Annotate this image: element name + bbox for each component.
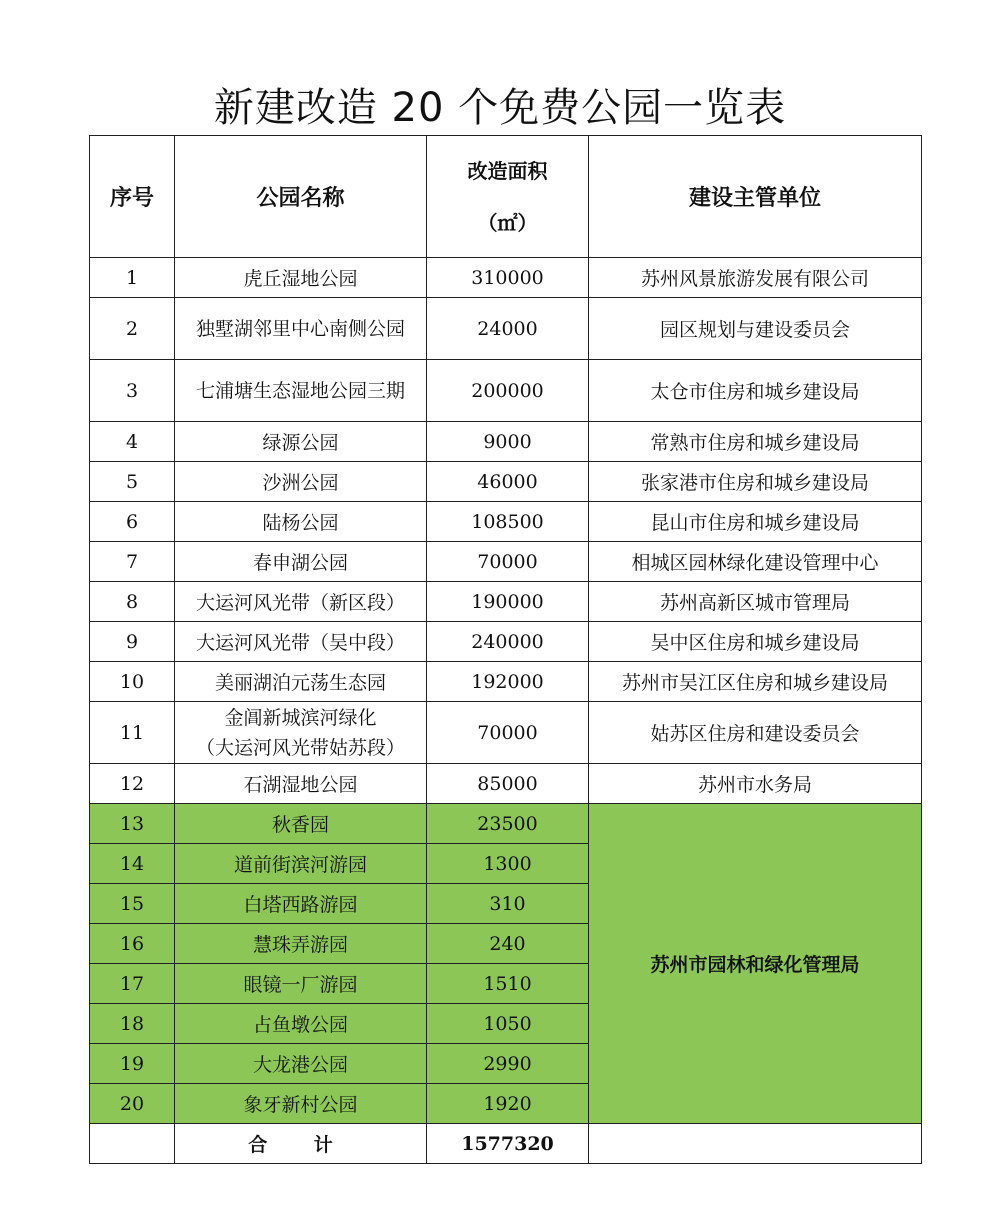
- row-name: 美丽湖泊元荡生态园: [175, 662, 427, 702]
- row-area: 190000: [427, 582, 589, 622]
- row-name: 道前街滨河游园: [175, 844, 427, 884]
- row-index: 7: [90, 542, 175, 582]
- row-name: [175, 702, 427, 764]
- header-unit: 建设主管单位: [589, 136, 922, 258]
- row-index: 6: [90, 502, 175, 542]
- header-area-unit: （㎡）: [477, 210, 538, 235]
- row-name: 慧珠弄游园: [175, 924, 427, 964]
- total-unit: [589, 1124, 922, 1164]
- row-unit: 昆山市住房和城乡建设局: [589, 502, 922, 542]
- row-area: 1300: [427, 844, 589, 884]
- row-name: 大运河风光带（吴中段）: [175, 622, 427, 662]
- row-area: 310: [427, 884, 589, 924]
- row-area: 2990: [427, 1044, 589, 1084]
- row-index: 4: [90, 422, 175, 462]
- table-row: [90, 422, 922, 462]
- row-index: 9: [90, 622, 175, 662]
- row-index: 1: [90, 258, 175, 298]
- row-unit: 姑苏区住房和建设委员会: [589, 702, 922, 764]
- row-index: 19: [90, 1044, 175, 1084]
- row-area: 1920: [427, 1084, 589, 1124]
- row-area: 46000: [427, 462, 589, 502]
- row-area: 240000: [427, 622, 589, 662]
- row-name: 陆杨公园: [175, 502, 427, 542]
- row-index: 15: [90, 884, 175, 924]
- row-name: 石湖湿地公园: [175, 764, 427, 804]
- row-area: 1050: [427, 1004, 589, 1044]
- merged-unit-cell: 苏州市园林和绿化管理局: [589, 804, 922, 1124]
- row-index: 12: [90, 764, 175, 804]
- header-name: 公园名称: [175, 136, 427, 258]
- total-label: 合 计: [175, 1124, 427, 1164]
- row-index: 5: [90, 462, 175, 502]
- row-index: 18: [90, 1004, 175, 1044]
- table-row: [90, 360, 922, 422]
- row-index: 10: [90, 662, 175, 702]
- row-area: 70000: [427, 542, 589, 582]
- row-index: 17: [90, 964, 175, 1004]
- row-index: 13: [90, 804, 175, 844]
- row-name: 大运河风光带（新区段）: [175, 582, 427, 622]
- header-area-label: 改造面积: [467, 158, 548, 183]
- row-area: 310000: [427, 258, 589, 298]
- table-row: [90, 622, 922, 662]
- row-index: 3: [90, 360, 175, 422]
- table-row: [90, 542, 922, 582]
- total-area: 1577320: [427, 1124, 589, 1164]
- row-area: 24000: [427, 298, 589, 360]
- row-name: 绿源公园: [175, 422, 427, 462]
- row-unit: 相城区园林绿化建设管理中心: [589, 542, 922, 582]
- row-area: 23500: [427, 804, 589, 844]
- row-name: 虎丘湿地公园: [175, 258, 427, 298]
- header-index: 序号: [90, 136, 175, 258]
- parks-table: [89, 135, 922, 1164]
- row-area: 200000: [427, 360, 589, 422]
- total-row: [90, 1124, 922, 1164]
- row-unit: 苏州高新区城市管理局: [589, 582, 922, 622]
- table-row: [90, 462, 922, 502]
- total-index: [90, 1124, 175, 1164]
- row-name-line2: （大运河风光带姑苏段）: [195, 736, 405, 759]
- row-index: 20: [90, 1084, 175, 1124]
- row-unit: 张家港市住房和城乡建设局: [589, 462, 922, 502]
- row-area: 85000: [427, 764, 589, 804]
- row-unit: 太仓市住房和城乡建设局: [589, 360, 922, 422]
- header-area: [427, 136, 589, 258]
- table-row: [90, 804, 922, 844]
- row-name: 白塔西路游园: [175, 884, 427, 924]
- row-index: 14: [90, 844, 175, 884]
- row-name: 沙洲公园: [175, 462, 427, 502]
- table-row: [90, 702, 922, 764]
- table-row: [90, 662, 922, 702]
- row-name: 眼镜一厂游园: [175, 964, 427, 1004]
- row-name: 七浦塘生态湿地公园三期: [175, 360, 427, 422]
- row-area: 1510: [427, 964, 589, 1004]
- row-index: 11: [90, 702, 175, 764]
- row-unit: 园区规划与建设委员会: [589, 298, 922, 360]
- table-row: [90, 582, 922, 622]
- row-name-line1: 金阊新城滨河绿化: [224, 706, 377, 729]
- row-area: 70000: [427, 702, 589, 764]
- row-area: 108500: [427, 502, 589, 542]
- row-area: 9000: [427, 422, 589, 462]
- table-row: [90, 502, 922, 542]
- row-area: 192000: [427, 662, 589, 702]
- row-name: 象牙新村公园: [175, 1084, 427, 1124]
- row-name: 大龙港公园: [175, 1044, 427, 1084]
- page-title: 新建改造 20 个免费公园一览表: [213, 85, 787, 131]
- table-row: [90, 258, 922, 298]
- table-header-row: [90, 136, 922, 258]
- row-unit: 苏州风景旅游发展有限公司: [589, 258, 922, 298]
- row-unit: 常熟市住房和城乡建设局: [589, 422, 922, 462]
- row-name: 春申湖公园: [175, 542, 427, 582]
- row-unit: 吴中区住房和城乡建设局: [589, 622, 922, 662]
- table-row: [90, 764, 922, 804]
- row-name: 占鱼墩公园: [175, 1004, 427, 1044]
- row-name: 秋香园: [175, 804, 427, 844]
- row-index: 2: [90, 298, 175, 360]
- row-name: 独墅湖邻里中心南侧公园: [175, 298, 427, 360]
- row-unit: 苏州市吴江区住房和城乡建设局: [589, 662, 922, 702]
- row-index: 8: [90, 582, 175, 622]
- row-index: 16: [90, 924, 175, 964]
- row-unit: 苏州市水务局: [589, 764, 922, 804]
- row-area: 240: [427, 924, 589, 964]
- table-row: [90, 298, 922, 360]
